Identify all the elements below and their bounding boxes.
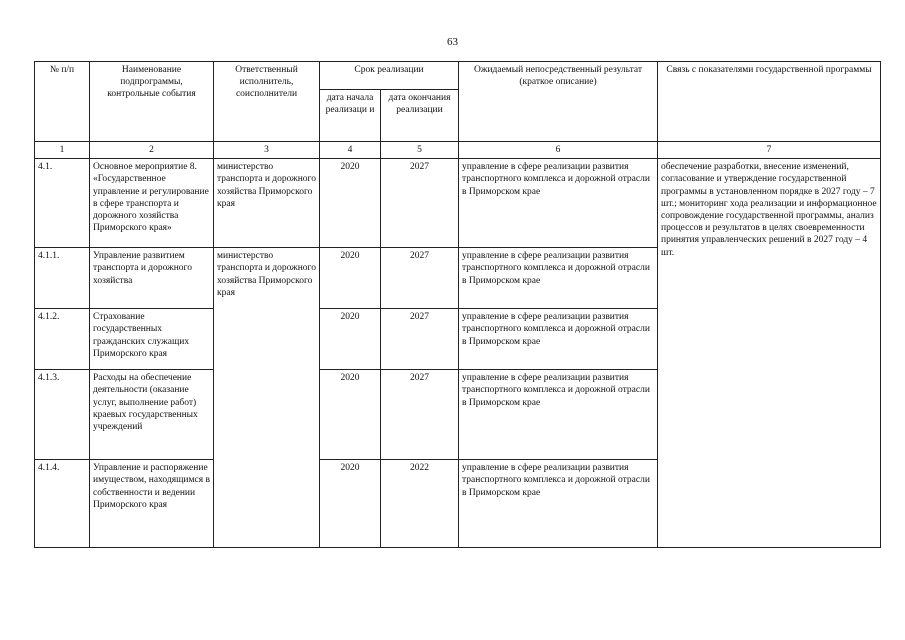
row-executor: министерство транспорта и дорожного хозяйства Приморского края	[214, 159, 320, 248]
table-row	[35, 159, 881, 248]
row-name: Управление развитием транспорта и дорожного хозяйства	[90, 248, 214, 309]
column-number: 1	[35, 142, 90, 159]
row-start-date: 2020	[320, 370, 381, 460]
header-name: Наименование подпрограммы, контрольные события	[90, 62, 214, 142]
row-name: Расходы на обеспечение деятельности (оказание услуг, выполнение работ) краевых государственных учреждений	[90, 370, 214, 460]
row-start-date: 2020	[320, 248, 381, 309]
column-number: 4	[320, 142, 381, 159]
row-end-date: 2027	[381, 370, 459, 460]
row-end-date: 2027	[381, 159, 459, 248]
column-number: 3	[214, 142, 320, 159]
header-result: Ожидаемый непосредственный результат (краткое описание)	[459, 62, 658, 142]
row-start-date: 2020	[320, 460, 381, 548]
row-end-date: 2022	[381, 460, 459, 548]
row-number: 4.1.1.	[35, 248, 90, 309]
row-start-date: 2020	[320, 309, 381, 370]
row-number: 4.1.	[35, 159, 90, 248]
header-period: Срок реализации	[320, 62, 459, 90]
row-result: управление в сфере реализации развития транспортного комплекса и дорожной отрасли в Приморском крае	[459, 460, 658, 548]
column-number: 2	[90, 142, 214, 159]
indicators-cell: обеспечение разработки, внесение изменений, согласование и утверждение государственной программы в установленном порядке в 2027 году – 7 шт.; мониторинг хода реализации и информационное сопровождение государственной программы, анализ процессов и результатов в целях своевременности принятия управленческих решений в 2027 году – 4 шт.	[658, 159, 881, 548]
row-name: Страхование государственных гражданских служащих Приморского края	[90, 309, 214, 370]
row-result: управление в сфере реализации развития транспортного комплекса и дорожной отрасли в Приморском крае	[459, 370, 658, 460]
header-end-date: дата окончания реализации	[381, 90, 459, 142]
column-number: 6	[459, 142, 658, 159]
row-start-date: 2020	[320, 159, 381, 248]
row-number: 4.1.2.	[35, 309, 90, 370]
row-result: управление в сфере реализации развития транспортного комплекса и дорожной отрасли в Приморском крае	[459, 159, 658, 248]
row-executor: министерство транспорта и дорожного хозяйства Приморского края	[214, 248, 320, 548]
row-number: 4.1.4.	[35, 460, 90, 548]
header-executor: Ответственный исполнитель, соисполнители	[214, 62, 320, 142]
column-number: 7	[658, 142, 881, 159]
row-end-date: 2027	[381, 309, 459, 370]
row-name: Управление и распоряжение имуществом, находящимся в собственности и ведении Приморского края	[90, 460, 214, 548]
row-end-date: 2027	[381, 248, 459, 309]
row-name: Основное мероприятие 8. «Государственное управление и регулирование в сфере транспорта и дорожного хозяйства Приморского края»	[90, 159, 214, 248]
row-result: управление в сфере реализации развития транспортного комплекса и дорожной отрасли в Приморском крае	[459, 309, 658, 370]
program-table	[34, 61, 881, 548]
header-number: № п/п	[35, 62, 90, 142]
column-number: 5	[381, 142, 459, 159]
row-result: управление в сфере реализации развития транспортного комплекса и дорожной отрасли в Приморском крае	[459, 248, 658, 309]
header-indicators: Связь с показателями государственной программы	[658, 62, 881, 142]
page-number: 63	[447, 36, 458, 48]
row-number: 4.1.3.	[35, 370, 90, 460]
header-start-date: дата начала реализаци и	[320, 90, 381, 142]
